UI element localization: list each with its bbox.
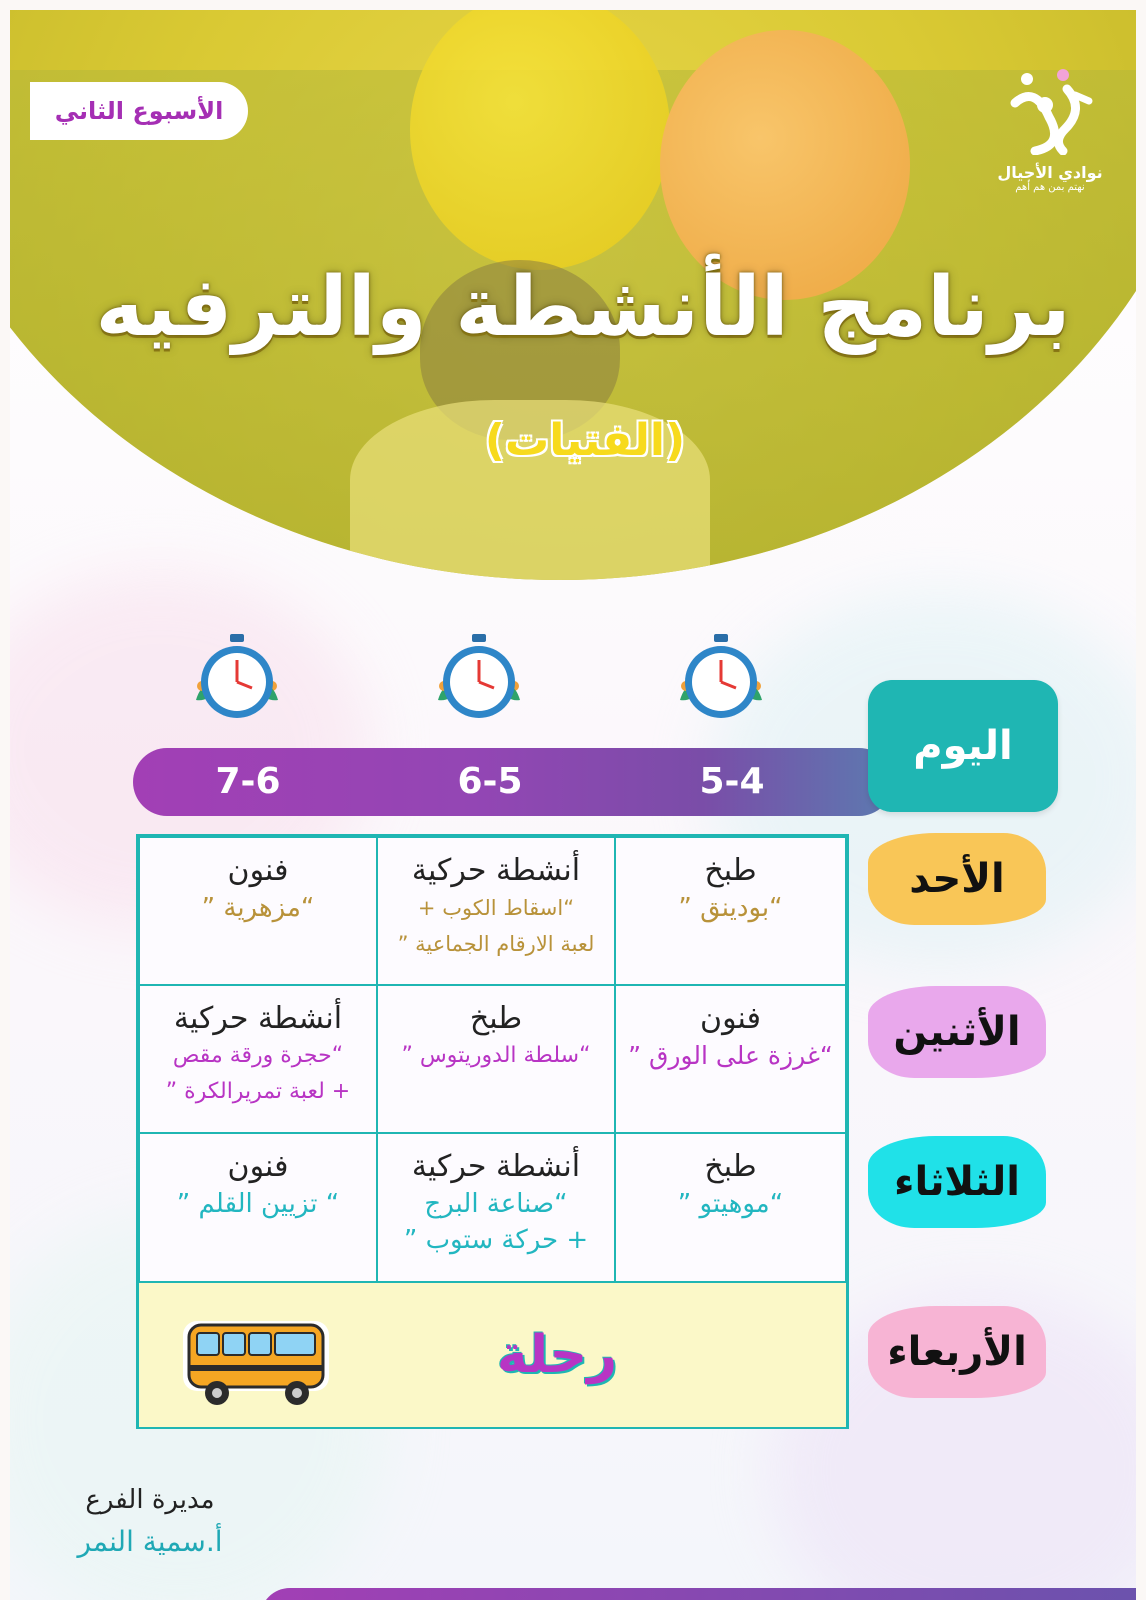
day-label-sunday: [868, 825, 1046, 933]
time-slots-bar: [133, 748, 893, 816]
clock-icon: [672, 630, 770, 728]
time-slot-1: 5-4: [699, 761, 765, 802]
table-cell: [139, 837, 377, 985]
clock-icon: [430, 630, 528, 728]
page-subtitle: (الفتيات): [484, 415, 686, 466]
trip-row: [139, 1282, 846, 1427]
schedule-table: [136, 834, 849, 1429]
day-label-wednesday: [868, 1298, 1046, 1406]
activity-detail: “سلطة الدوريتوس ”: [401, 1043, 591, 1068]
trip-label: رحلة: [496, 1325, 618, 1385]
logo-icon: [1005, 65, 1095, 155]
activity-detail: “بودينق ”: [678, 893, 783, 923]
logo-name: نوادي الأجيال: [997, 163, 1103, 182]
activity-detail: “ تزيين القلم ”: [176, 1189, 340, 1219]
activity-category: أنشطة حركية: [411, 853, 581, 888]
page-title: برنامج الأنشطة والترفيه: [95, 260, 1071, 355]
activity-detail: “موهيتو ”: [677, 1189, 784, 1219]
activity-detail: “حجرة ورقة مقص: [172, 1043, 344, 1068]
signature-role: مديرة الفرع: [85, 1485, 215, 1515]
time-slot-2: 6-5: [457, 761, 523, 802]
activity-category: طبخ: [469, 1001, 523, 1036]
table-cell: [377, 837, 615, 985]
activity-detail: + لعبة تمريرالكرة ”: [165, 1079, 351, 1104]
activity-category: طبخ: [704, 853, 757, 888]
activity-category: طبخ: [704, 1149, 757, 1184]
day-label-monday: [868, 978, 1046, 1086]
bus-icon: [177, 1311, 337, 1411]
table-cell: [139, 985, 377, 1133]
activity-category: فنون: [227, 1149, 289, 1184]
footer-strip: [260, 1588, 1136, 1600]
table-cell: [615, 1133, 846, 1282]
activity-detail: “صناعة البرج: [424, 1189, 568, 1219]
activity-category: فنون: [700, 1001, 761, 1036]
activity-category: فنون: [227, 853, 289, 888]
signature-name: أ.سمية النمر: [77, 1525, 223, 1558]
activity-category: أنشطة حركية: [411, 1149, 581, 1184]
day-name: الأحد: [909, 856, 1005, 902]
poster: [10, 10, 1136, 1600]
table-cell: [615, 985, 846, 1133]
activity-detail: + حركة ستوب ”: [403, 1225, 589, 1255]
activity-detail: لعبة الارقام الجماعية ”: [397, 932, 595, 956]
table-cell: [139, 1133, 377, 1282]
signature-block: [70, 1485, 230, 1558]
activity-detail: “اسقاط الكوب +: [417, 896, 575, 920]
logo: [995, 65, 1105, 225]
day-name: الأربعاء: [887, 1329, 1027, 1375]
clock-icon: [188, 630, 286, 728]
day-label-tuesday: [868, 1128, 1046, 1236]
time-slot-3: 7-6: [215, 761, 281, 802]
table-cell: [615, 837, 846, 985]
day-name: الأثنين: [893, 1009, 1021, 1055]
activity-detail: “غرزة على الورق ”: [628, 1041, 833, 1070]
day-name: الثلاثاء: [894, 1159, 1020, 1205]
logo-tagline: نهتم بمن هم أهم: [1015, 182, 1085, 193]
day-column-header: اليوم: [868, 680, 1058, 812]
activity-detail: “مزهرية ”: [201, 893, 315, 923]
table-cell: [377, 985, 615, 1133]
activity-category: أنشطة حركية: [173, 1001, 343, 1036]
week-badge: الأسبوع الثاني: [30, 82, 248, 140]
table-cell: [377, 1133, 615, 1282]
